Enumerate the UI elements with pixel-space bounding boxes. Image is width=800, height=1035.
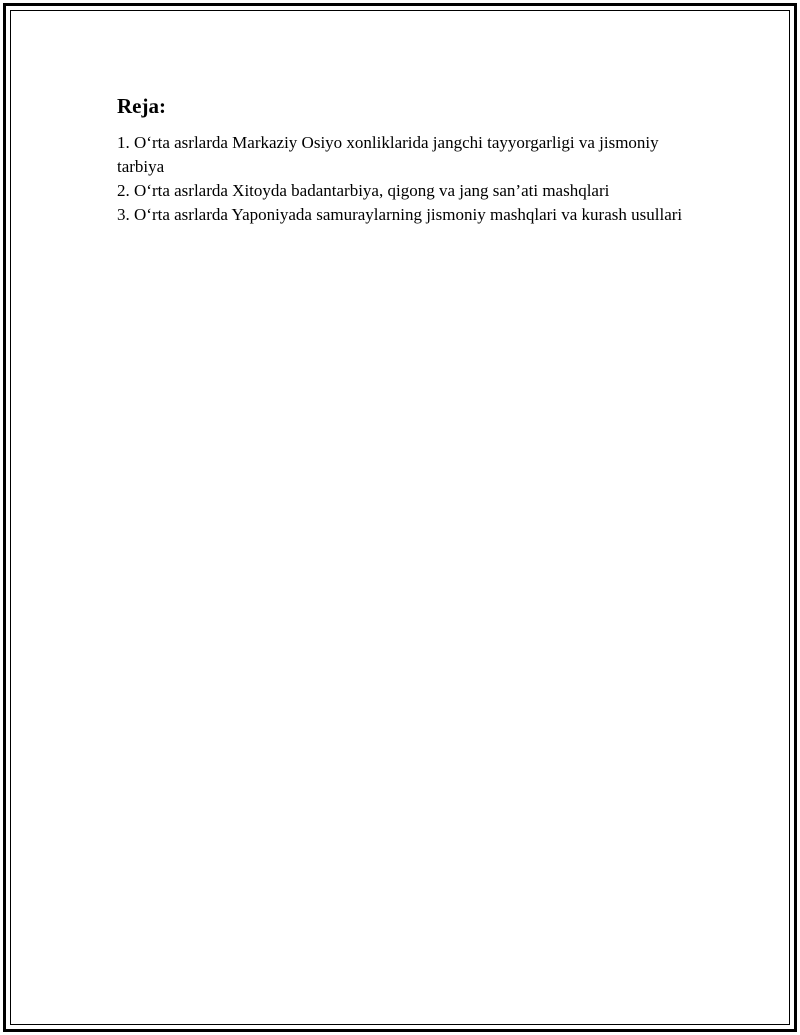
plan-item-number: 3. (117, 205, 130, 224)
plan-item-number: 1. (117, 133, 130, 152)
plan-item-number: 2. (117, 181, 130, 200)
plan-item-2 (117, 179, 687, 203)
plan-item-text: O‘rta asrlarda Markaziy Osiyo xonliklarida jangchi tayyorgarligi va jismoniy tarbiya (117, 133, 659, 176)
document-content (117, 93, 687, 227)
plan-item-text: O‘rta asrlarda Xitoyda badantarbiya, qigong va jang san’ati mashqlari (134, 181, 610, 200)
plan-item-text: O‘rta asrlarda Yaponiyada samuraylarning jismoniy mashqlari va kurash usullari (134, 205, 683, 224)
plan-item-1 (117, 131, 687, 179)
plan-heading: Reja: (117, 94, 166, 118)
plan-item-3 (117, 203, 687, 227)
plan-list (117, 131, 687, 227)
